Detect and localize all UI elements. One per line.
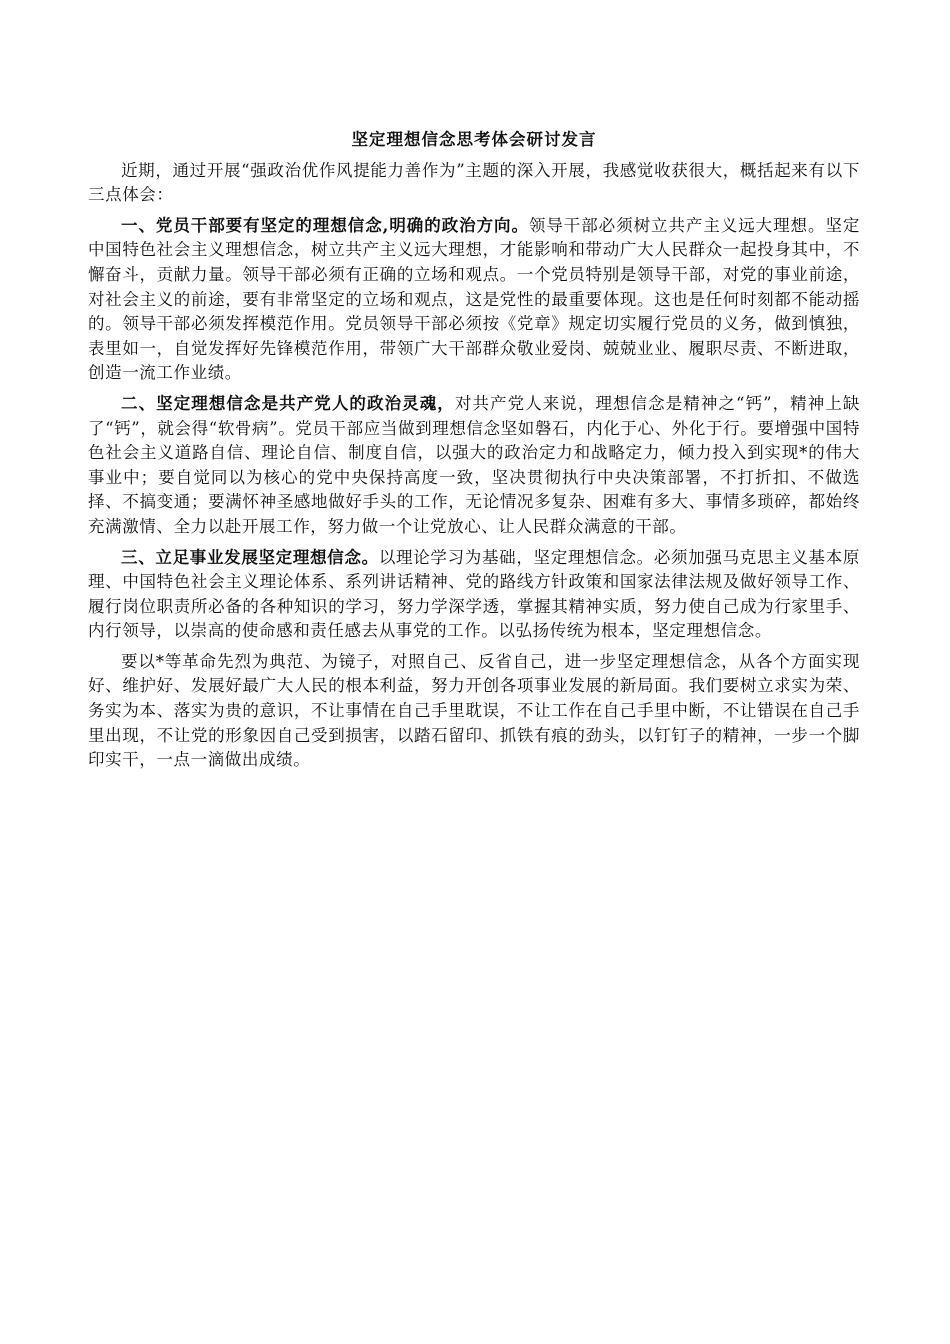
section-3-paragraph bbox=[88, 546, 860, 644]
section-2-body: 对共产党人来说，理想信念是精神之“钙”，精神上缺了“钙”，就会得“软骨病”。党员干部应当做到理想信念坚如磐石，内化于心、外化于行。要增强中国特色社会主义道路自信、理论自信、制度自信，以强大的政治定力和战略定力，倾力投入到实现*的伟大事业中；要自觉同以为核心的党中央保持高度一致，坚决贯彻执行中央决策部署，不打折扣、不做选择、不搞变通；要满怀神圣感地做好手头的工作，无论情况多复杂、困难有多大、事情多琐碎，都始终充满激情、全力以赴开展工作，努力做一个让党放心、让人民群众满意的干部。 bbox=[88, 393, 860, 536]
section-2-heading: 二、坚定理想信念是共产党人的政治灵魂， bbox=[121, 393, 455, 413]
intro-paragraph: 近期，通过开展“强政治优作风提能力善作为”主题的深入开展，我感觉收获很大，概括起来有以下三点体会： bbox=[88, 160, 860, 205]
section-3-body: 以理论学习为基础，坚定理想信念。必须加强马克思主义基本原理、中国特色社会主义理论体系、系列讲话精神、党的路线方针政策和国家法律法规及做好领导工作、履行岗位职责所必备的各种知识的学习，努力学深学透，掌握其精神实质，努力使自己成为行家里手、内行领导，以崇高的使命感和责任感去从事党的工作。以弘扬传统为根本，坚定理想信念。 bbox=[88, 547, 860, 641]
section-2-paragraph bbox=[88, 392, 860, 540]
section-1-paragraph bbox=[88, 214, 860, 386]
section-3-heading: 三、立足事业发展坚定理想信念。 bbox=[121, 547, 379, 567]
section-1-heading: 一、党员干部要有坚定的理想信念,明确的政治方向。 bbox=[121, 215, 529, 235]
closing-paragraph: 要以*等革命先烈为典范、为镜子，对照自己、反省自己，进一步坚定理想信念，从各个方面实现好、维护好、发展好最广大人民的根本利益，努力开创各项事业发展的新局面。我们要树立求实为荣、务实为本、落实为贵的意识，不让事情在自己手里耽误，不让工作在自己手里中断，不让错误在自己手里出现，不让党的形象因自己受到损害，以踏石留印、抓铁有痕的劲头，以钉钉子的精神，一步一个脚印实干，一点一滴做出成绩。 bbox=[88, 651, 860, 770]
section-1-body: 领导干部必须树立共产主义远大理想。坚定中国特色社会主义理想信念，树立共产主义远大理想，才能影响和带动广大人民群众一起投身其中，不懈奋斗，贡献力量。领导干部必须有正确的立场和观点。一个党员特别是领导干部，对党的事业前途，对社会主义的前途，要有非常坚定的立场和观点，这是党性的最重要体现。这也是任何时刻都不能动摇的。领导干部必须发挥模范作用。党员领导干部必须按《党章》规定切实履行党员的义务，做到慎独，表里如一，自觉发挥好先锋模范作用，带领广大干部群众敬业爱岗、兢兢业业、履职尽责、不断进取，创造一流工作业绩。 bbox=[88, 215, 860, 383]
document-page bbox=[88, 128, 860, 779]
document-title: 坚定理想信念思考体会研讨发言 bbox=[351, 130, 597, 149]
